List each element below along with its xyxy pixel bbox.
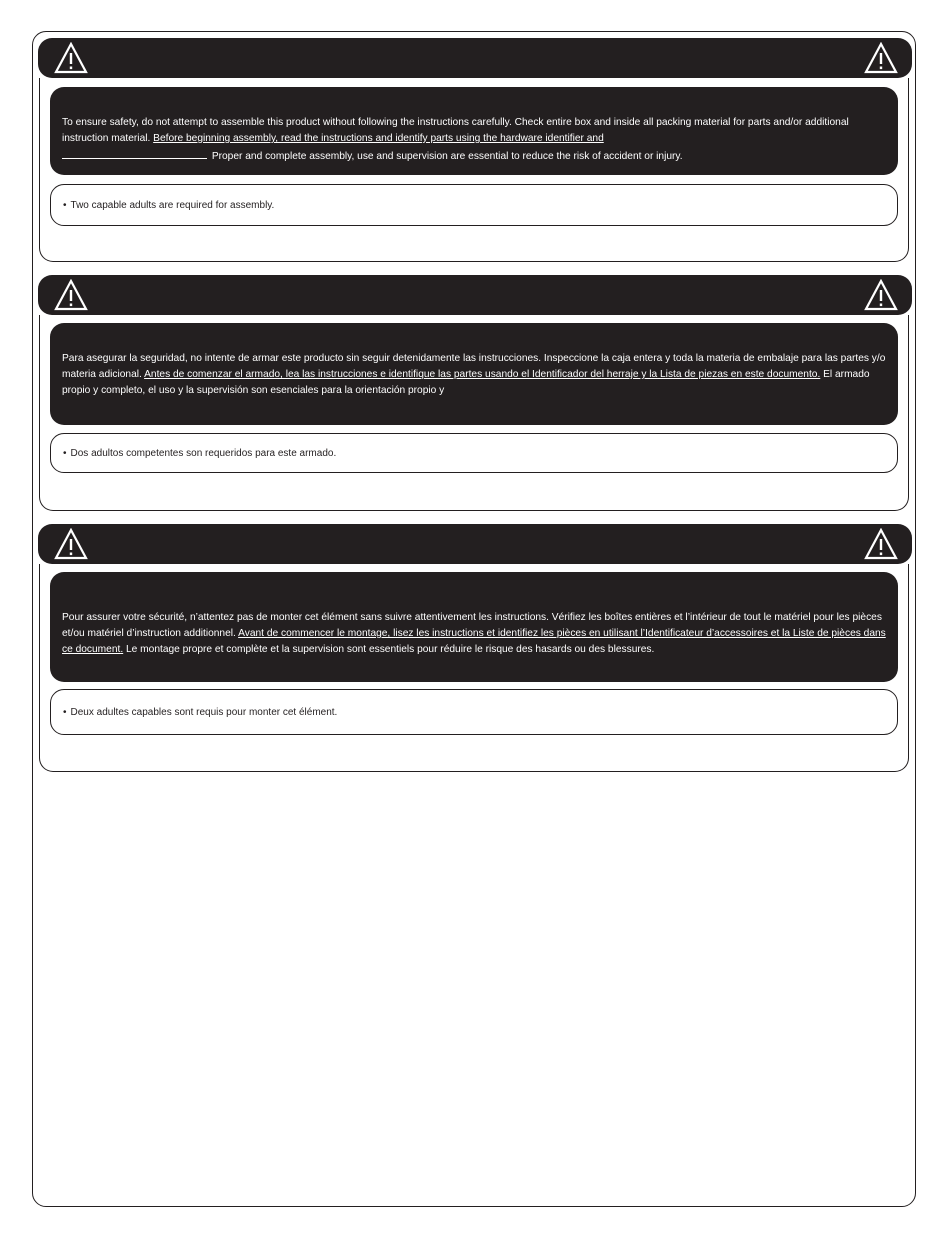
bullet: • (63, 447, 67, 459)
warning-triangle-icon (54, 279, 88, 311)
warning-triangle-icon (864, 279, 898, 311)
warning-header-bar (38, 275, 912, 315)
assembly-note-text: Deux adultes capables sont requis pour monter cet élément. (70, 706, 338, 718)
instructions-underlined-text: Avant de commencer le montage, lisez les instructions et identifiez les pièces en utilisant l’Identificateur d’accessoires et la Liste de pièces dans ce document. (62, 628, 886, 655)
safety-instructions-text (62, 351, 886, 399)
assembly-note-text: Dos adultos competentes son requeridos para este armado. (70, 447, 337, 459)
safety-instructions-box (50, 323, 898, 425)
bullet: • (63, 706, 67, 718)
warning-header-bar (38, 524, 912, 564)
instructions-underlined-text: Before beginning assembly, read the instructions and identify parts using the hardware identifier and (153, 133, 604, 144)
assembly-note-box (50, 689, 898, 735)
safety-instructions-text (62, 610, 886, 658)
warning-section-spanish (38, 275, 912, 511)
safety-instructions-box (50, 572, 898, 682)
assembly-note-text: Two capable adults are required for assembly. (70, 199, 275, 211)
instructions-underlined-text: Antes de comenzar el armado, lea las instrucciones e identifique las partes usando el Identificador del herraje y la Lista de piezas en este documento. (144, 369, 821, 380)
warning-section-french (38, 524, 912, 772)
assembly-note-box (50, 184, 898, 226)
instructions-text: To ensure safety, do not attempt to assemble this product without following the instructions carefully. Check entire box and inside all packing material for parts and/or additional instruction material. (62, 117, 849, 144)
instructions-text: Para asegurar la seguridad, no intente de armar este producto sin seguir detenidamente las instrucciones. Inspeccione la caja entera y toda la materia de embalaje para las partes y/o materia adicional. (62, 353, 886, 380)
instructions-text-end: Le montage propre et complète et la supervision sont essentiels pour réduire le risque des hasards ou des blessures. (123, 644, 655, 655)
instructions-text-end: Proper and complete assembly, use and supervision are essential to reduce the risk of accident or injury. (209, 151, 683, 162)
safety-instructions-text (62, 115, 886, 165)
warning-triangle-icon (54, 528, 88, 560)
warning-header-bar (38, 38, 912, 78)
blank-line (62, 147, 207, 159)
warning-triangle-icon (54, 42, 88, 74)
warning-triangle-icon (864, 528, 898, 560)
safety-instructions-box (50, 87, 898, 175)
assembly-note-box (50, 433, 898, 473)
instructions-text-end: El armado propio y completo, el uso y la supervisión son esenciales para la orientación propio y (62, 369, 870, 396)
instructions-text: Pour assurer votre sécurité, n’attentez pas de monter cet élément sans suivre attentivement les instructions. Vérifiez les boîtes entières et l’intérieur de tout le matériel pour les pièces et/ou matériel d’instruction additionnel. (62, 612, 882, 639)
bullet: • (63, 199, 67, 211)
warning-section-english (38, 38, 912, 262)
warning-triangle-icon (864, 42, 898, 74)
